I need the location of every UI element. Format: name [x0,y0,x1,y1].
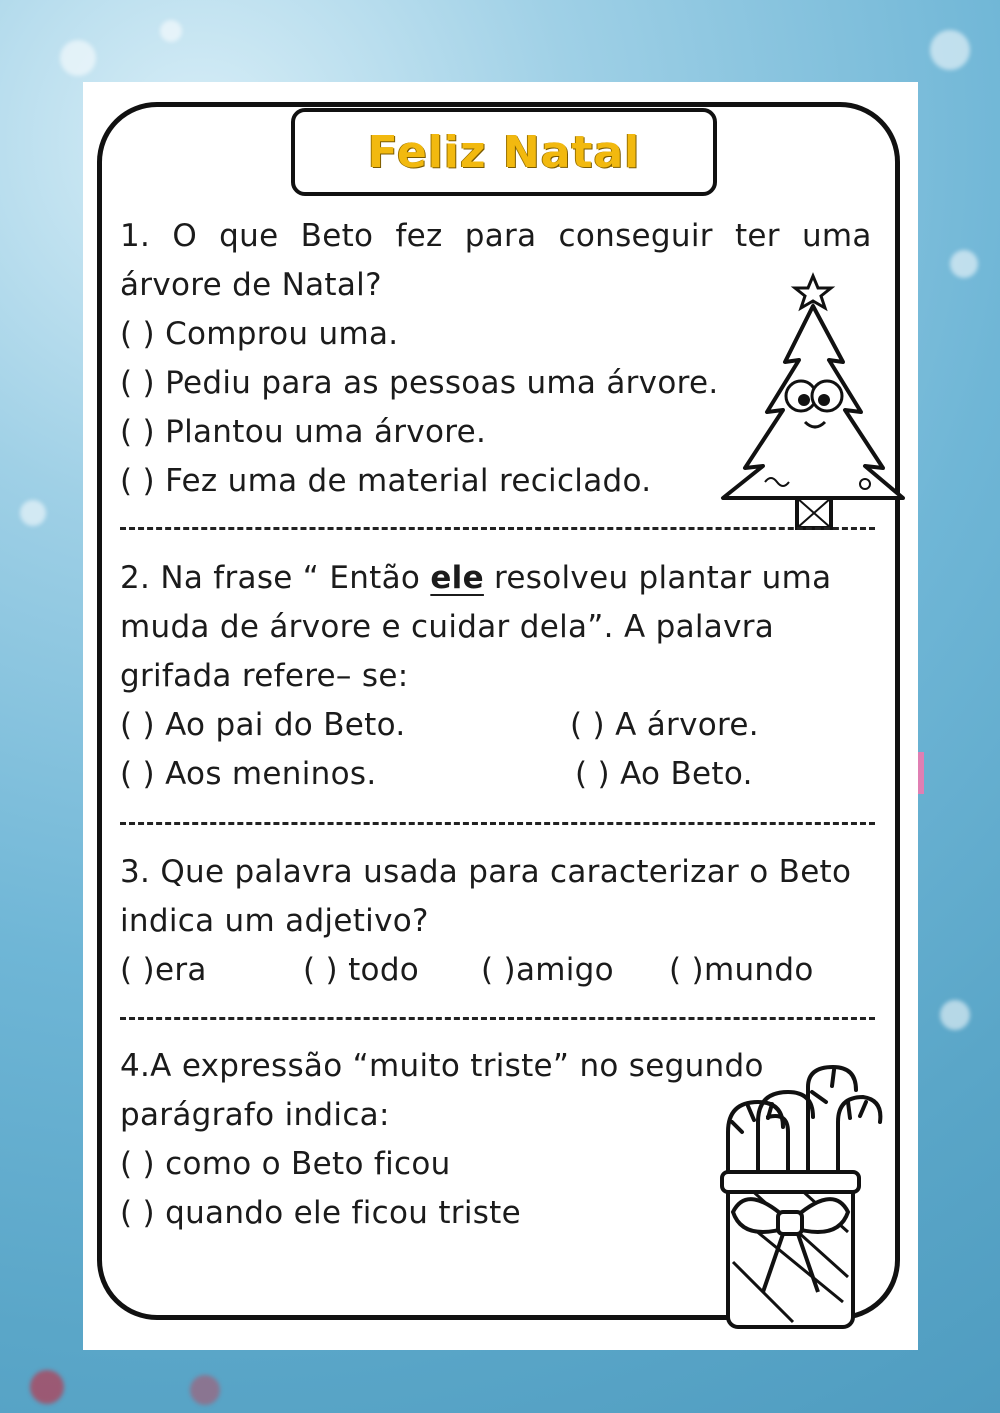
q3-line1: 3. Que palavra usada para caracterizar o Beto [120,854,852,890]
q2-option[interactable]: ( ) A árvore. [570,707,759,743]
worksheet-page [83,82,918,1350]
q2-line1-pre: 2. Na frase “ Então [120,560,431,596]
q3-option[interactable]: ( )mundo [669,952,814,988]
bokeh-light [940,1000,970,1030]
q1-option[interactable]: ( ) Comprou uma. [120,316,399,352]
q4-line1: 4.A expressão “muito triste” no segundo [120,1048,764,1084]
q3-option[interactable]: ( )era [120,952,207,988]
underlined-word: ele [430,560,484,596]
q3-line2: indica um adjetivo? [120,903,429,939]
bokeh-light [60,40,96,76]
q2-option[interactable]: ( ) Aos meninos. [120,756,377,792]
q1-line2: árvore de Natal? [120,267,382,303]
q2-line2: muda de árvore e cuidar dela”. A palavra [120,609,775,645]
title-box [291,108,717,196]
q2-option[interactable]: ( ) Ao pai do Beto. [120,707,406,743]
bokeh-light [190,1375,220,1405]
q4-option[interactable]: ( ) como o Beto ficou [120,1146,451,1182]
q4-line2: parágrafo indica: [120,1097,390,1133]
divider [120,822,875,825]
q1-option[interactable]: ( ) Fez uma de material reciclado. [120,463,652,499]
bokeh-light [30,1370,64,1404]
q2-line1 [120,560,831,596]
bokeh-light [950,250,978,278]
q4-option[interactable]: ( ) quando ele ficou triste [120,1195,522,1231]
q1-option[interactable]: ( ) Plantou uma árvore. [120,414,487,450]
bokeh-light [930,30,970,70]
q2-line3: grifada refere– se: [120,658,409,694]
christmas-tree-icon [715,272,910,542]
q2-option[interactable]: ( ) Ao Beto. [575,756,753,792]
candy-cane-gift-icon [688,1062,888,1332]
divider [120,1017,875,1020]
page-title: Feliz Natal [367,126,641,178]
q3-option[interactable]: ( ) todo [303,952,420,988]
bokeh-light [160,20,182,42]
divider [120,527,875,530]
q2-line1-post: resolveu plantar uma [483,560,832,596]
bokeh-light [20,500,46,526]
q3-option[interactable]: ( )amigo [481,952,614,988]
q1-line1: 1. O que Beto fez para conseguir ter uma [120,218,872,254]
q1-option[interactable]: ( ) Pediu para as pessoas uma árvore. [120,365,719,401]
